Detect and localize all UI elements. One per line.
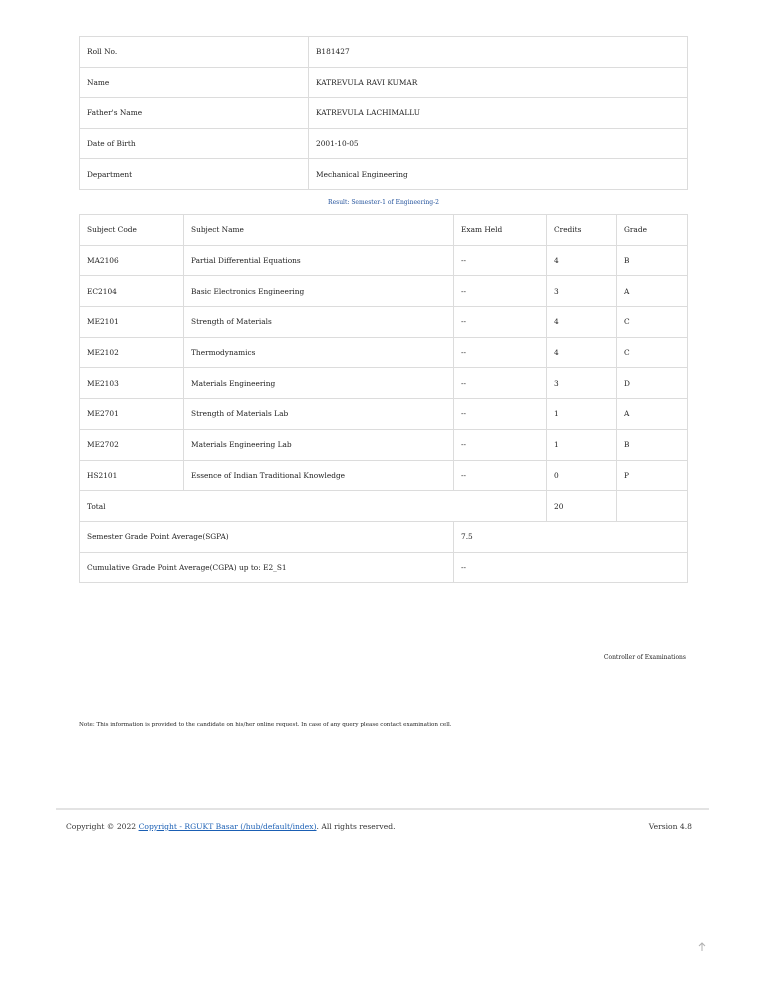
footer-divider <box>56 808 709 810</box>
table-row <box>80 399 688 430</box>
header-subject-code: Subject Code <box>80 215 184 246</box>
table-row <box>80 245 688 276</box>
sgpa-value: 7.5 <box>454 521 688 552</box>
info-row <box>80 128 688 159</box>
subject-code-cell: EC2104 <box>80 276 184 307</box>
subject-code-cell: ME2103 <box>80 368 184 399</box>
copyright-suffix: . All rights reserved. <box>316 822 396 831</box>
grade-cell: C <box>617 307 688 338</box>
subject-name-cell: Partial Differential Equations <box>184 245 454 276</box>
grade-cell: C <box>617 337 688 368</box>
footer-copyright <box>66 822 396 831</box>
exam-held-cell: -- <box>454 245 547 276</box>
info-label: Roll No. <box>80 37 309 68</box>
grade-cell: D <box>617 368 688 399</box>
table-row <box>80 368 688 399</box>
credits-cell: 4 <box>547 337 617 368</box>
info-label: Date of Birth <box>80 128 309 159</box>
subject-name-cell: Strength of Materials Lab <box>184 399 454 430</box>
credits-cell: 4 <box>547 307 617 338</box>
subject-code-cell: ME2701 <box>80 399 184 430</box>
copyright-prefix: Copyright © 2022 <box>66 822 139 831</box>
info-row <box>80 67 688 98</box>
credits-cell: 0 <box>547 460 617 491</box>
credits-cell: 3 <box>547 276 617 307</box>
grades-table <box>79 214 688 583</box>
exam-held-cell: -- <box>454 276 547 307</box>
table-row <box>80 307 688 338</box>
student-info-table <box>79 36 688 190</box>
info-value: Mechanical Engineering <box>309 159 688 190</box>
grade-cell: B <box>617 245 688 276</box>
info-value: B181427 <box>309 37 688 68</box>
controller-of-examinations: Controller of Examinations <box>603 654 686 661</box>
subject-code-cell: ME2702 <box>80 429 184 460</box>
subject-code-cell: ME2102 <box>80 337 184 368</box>
table-row <box>80 429 688 460</box>
sgpa-label: Semester Grade Point Average(SGPA) <box>80 521 454 552</box>
cgpa-label: Cumulative Grade Point Average(CGPA) up to: E2_S1 <box>80 552 454 583</box>
total-label: Total <box>80 491 547 522</box>
subject-code-cell: HS2101 <box>80 460 184 491</box>
subject-code-cell: MA2106 <box>80 245 184 276</box>
subject-name-cell: Essence of Indian Traditional Knowledge <box>184 460 454 491</box>
total-credits: 20 <box>547 491 617 522</box>
disclaimer-note: Note: This information is provided to the candidate on his/her online request. In case of any query please contact examination cell. <box>79 722 452 728</box>
info-row <box>80 98 688 129</box>
header-grade: Grade <box>617 215 688 246</box>
credits-cell: 1 <box>547 399 617 430</box>
info-label: Father's Name <box>80 98 309 129</box>
grade-cell: P <box>617 460 688 491</box>
exam-held-cell: -- <box>454 368 547 399</box>
total-row <box>80 491 688 522</box>
result-title: Result: Semester-1 of Engineering-2 <box>328 199 439 206</box>
info-label: Department <box>80 159 309 190</box>
table-row <box>80 337 688 368</box>
cgpa-row <box>80 552 688 583</box>
footer-version: Version 4.8 <box>648 822 692 831</box>
grade-cell: A <box>617 276 688 307</box>
info-value: KATREVULA RAVI KUMAR <box>309 67 688 98</box>
total-grade-empty <box>617 491 688 522</box>
sgpa-row <box>80 521 688 552</box>
header-subject-name: Subject Name <box>184 215 454 246</box>
copyright-link[interactable]: Copyright - RGUKT Basar (/hub/default/index) <box>138 822 317 831</box>
subject-code-cell: ME2101 <box>80 307 184 338</box>
subject-name-cell: Materials Engineering Lab <box>184 429 454 460</box>
info-row <box>80 159 688 190</box>
header-credits: Credits <box>547 215 617 246</box>
info-value: KATREVULA LACHIMALLU <box>309 98 688 129</box>
info-value: 2001-10-05 <box>309 128 688 159</box>
grade-cell: A <box>617 399 688 430</box>
arrow-up-icon[interactable] <box>696 938 708 950</box>
info-label: Name <box>80 67 309 98</box>
table-row <box>80 276 688 307</box>
credits-cell: 1 <box>547 429 617 460</box>
grade-cell: B <box>617 429 688 460</box>
credits-cell: 4 <box>547 245 617 276</box>
exam-held-cell: -- <box>454 460 547 491</box>
exam-held-cell: -- <box>454 429 547 460</box>
subject-name-cell: Thermodynamics <box>184 337 454 368</box>
table-row <box>80 460 688 491</box>
subject-name-cell: Basic Electronics Engineering <box>184 276 454 307</box>
exam-held-cell: -- <box>454 337 547 368</box>
credits-cell: 3 <box>547 368 617 399</box>
subject-name-cell: Materials Engineering <box>184 368 454 399</box>
exam-held-cell: -- <box>454 399 547 430</box>
grades-header-row <box>80 215 688 246</box>
info-row <box>80 37 688 68</box>
cgpa-value: -- <box>454 552 688 583</box>
exam-held-cell: -- <box>454 307 547 338</box>
header-exam-held: Exam Held <box>454 215 547 246</box>
subject-name-cell: Strength of Materials <box>184 307 454 338</box>
